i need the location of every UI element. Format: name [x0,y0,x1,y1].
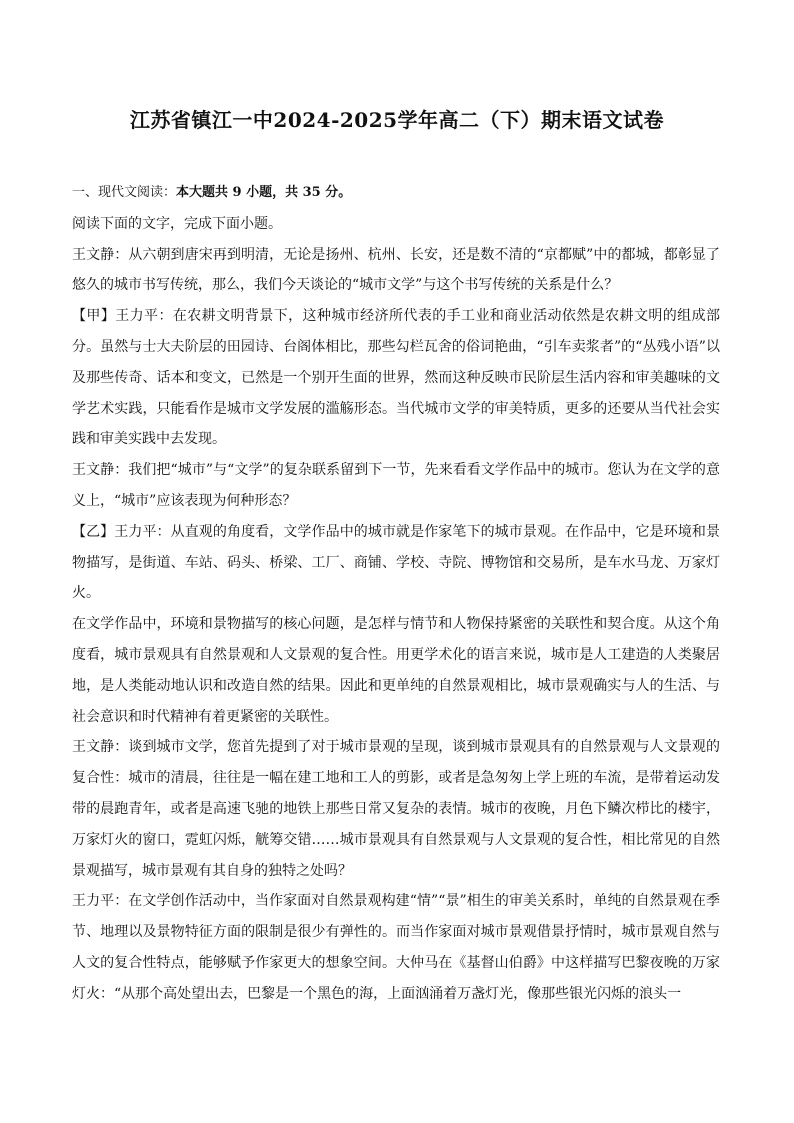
passage-paragraph: 在文学作品中，环境和景物描写的核心问题，是怎样与情节和人物保持紧密的关联性和契合度。从这个角度看，城市景观具有自然景观和人文景观的复合性。用更学术化的语言来说，城市是人工建造的人类聚居地，是人类能动地认识和改造自然的结果。因此和更单纯的自然景观相比，城市景观确实与人的生活、与社会意识和时代精神有着更紧密的关联性。 [72,616,720,725]
section-heading [72,178,720,209]
passage-paragraph: 王文静：我们把“城市”与“文学”的复杂联系留到下一节，先来看看文学作品中的城市。您认为在文学的意义上，“城市”应该表现为何种形态？ [72,462,720,509]
instruction-paragraph: 阅读下面的文字，完成下面小题。 [72,215,282,232]
section-detail: 本大题共 9 小题，共 35 分。 [176,185,352,200]
passage-paragraph: 【甲】王力平：在农耕文明背景下，这种城市经济所代表的手工业和商业活动依然是农耕文明的组成部分。虽然与士大夫阶层的田园诗、台阁体相比，那些勾栏瓦舍的俗词艳曲，“引车卖浆者”的“丛残小语”以及那些传奇、话本和变文，已然是一个别开生面的世界，然而这种反映市民阶层生活内容和审美趣味的文学艺术实践，只能看作是城市文学发展的滥觞形态。当代城市文学的审美特质，更多的还要从当代社会实践和审美实践中去发现。 [72,308,720,448]
exam-title: 江苏省镇江一中2024-2025学年高二（下）期末语文试卷 [129,108,665,132]
reading-passage [72,178,720,1010]
passage-paragraph: 王文静：从六朝到唐宋再到明清，无论是扬州、杭州、长安，还是数不清的“京都赋”中的都城，都彰显了悠久的城市书写传统，那么，我们今天谈论的“城市文学”与这个书写传统的关系是什么？ [72,246,720,294]
passage-paragraph: 【乙】王力平：从直观的角度看，文学作品中的城市就是作家笔下的城市景观。在作品中，它是环境和景物描写，是街道、车站、码头、桥梁、工厂、商铺、学校、寺院、博物馆和交易所，是车水马龙、万家灯火。 [72,523,720,602]
passage-paragraph: 王文静：谈到城市文学，您首先提到了对于城市景观的呈现，谈到城市景观具有的自然景观与人文景观的复合性：城市的清晨，往往是一幅在建工地和工人的剪影，或者是急匆匆上学上班的车流，是带着运动发带的晨跑青年，或者是高速飞驰的地铁上那些日常又复杂的表情。城市的夜晚，月色下鳞次栉比的楼宇，万家灯火的窗口，霓虹闪烁，觥筹交错……城市景观具有自然景观与人文景观的复合性，相比常见的自然景观描写，城市景观有其自身的独特之处吗？ [72,739,720,879]
section-label: 一、现代文阅读： [72,185,177,200]
passage-paragraph: 王力平：在文学创作活动中，当作家面对自然景观构建“情”“景”相生的审美关系时，单纯的自然景观在季节、地理以及景物特征方面的限制是很少有弹性的。而当作家面对城市景观借景抒情时，城市景观自然与人文的复合性特点，能够赋予作家更大的想象空间。大仲马在《基督山伯爵》中这样描写巴黎夜晚的万家灯火：“从那个高处望出去，巴黎是一个黑色的海，上面汹涌着万盏灯光，像那些银光闪烁的浪头一 [72,893,720,1002]
